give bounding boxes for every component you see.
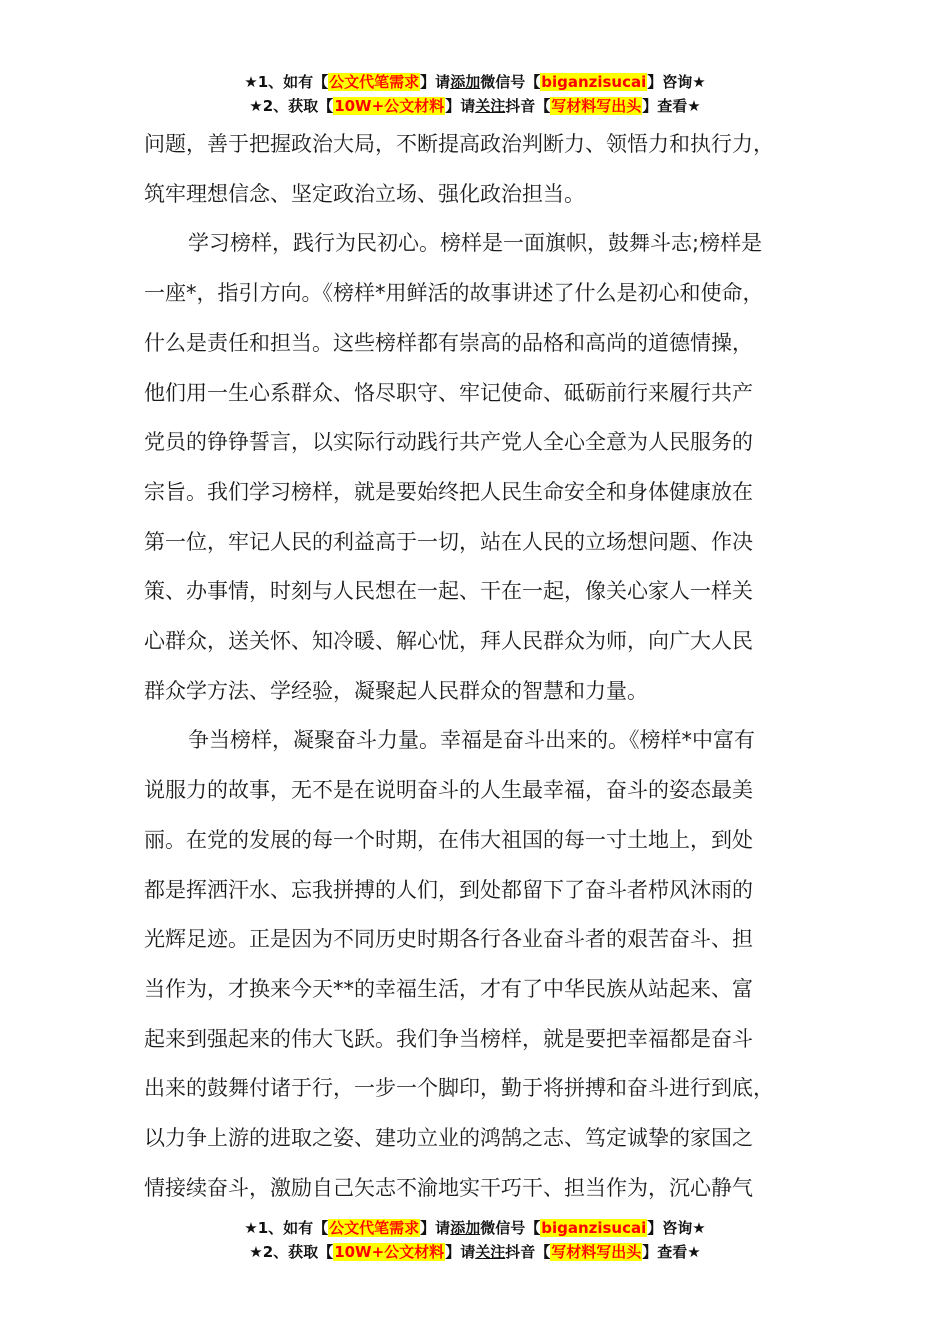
text-line: 光辉足迹。正是因为不同历史时期各行各业奋斗者的艰苦奋斗、担 [144,927,753,952]
text-line: 都是挥洒汗水、忘我拼搏的人们，到处都留下了奋斗者栉风沐雨的 [144,877,753,902]
text-line: 当作为，才换来今天**的幸福生活，才有了中华民族从站起来、富 [144,976,753,1001]
banner-line-2: ★2、获取【10W+公文材料】请关注抖音【写材料写出头】查看★ [249,97,701,115]
highlight-wechat-id: biganzisucai [541,1219,647,1237]
text-line: 策、办事情，时刻与人民想在一起、干在一起，像关心家人一样关 [144,579,753,604]
banner-line-1: ★1、如有【公文代笔需求】请添加微信号【biganzisucai】咨询★ [244,73,706,91]
highlight-douyin-account: 写材料写出头 [551,97,642,115]
underlined-follow: 关注 [475,97,506,115]
header-banner [0,70,950,118]
text-line: 他们用一生心系群众、恪尽职守、牢记使命、砥砺前行来履行共产 [144,380,753,405]
text-line: 群众学方法、学经验，凝聚起人民群众的智慧和力量。 [144,678,648,703]
banner-line-2: ★2、获取【10W+公文材料】请关注抖音【写材料写出头】查看★ [249,1243,701,1261]
text-line: 丽。在党的发展的每一个时期，在伟大祖国的每一寸土地上，到处 [144,827,753,852]
text-line: 以力争上游的进取之姿、建功立业的鸿鹄之志、笃定诚挚的家国之 [144,1126,753,1151]
text-line: 党员的铮铮誓言，以实际行动践行共产党人全心全意为人民服务的 [144,430,753,455]
text-line: 筑牢理想信念、坚定政治立场、强化政治担当。 [144,181,585,206]
paragraph-strive-to-be-role-models [144,716,814,1213]
highlight-wechat-id: biganzisucai [541,73,647,91]
text-line: 宗旨。我们学习榜样，就是要始终把人民生命安全和身体健康放在 [144,479,753,504]
text-line: 情接续奋斗，激励自己矢志不渝地实干巧干、担当作为，沉心静气 [144,1175,753,1200]
text-line: 争当榜样，凝聚奋斗力量。幸福是奋斗出来的。《榜样*中富有 [188,728,755,753]
text-line: 起来到强起来的伟大飞跃。我们争当榜样，就是要把幸福都是奋斗 [144,1026,753,1051]
text-line: 说服力的故事，无不是在说明奋斗的人生最幸福，奋斗的姿态最美 [144,778,753,803]
highlight-materials: 10W+公文材料 [334,97,445,115]
underlined-follow: 关注 [475,1243,506,1261]
document-body [144,120,814,1213]
highlight-service: 公文代笔需求 [329,1219,420,1237]
text-line: 出来的鼓舞付诸于行，一步一个脚印，勤于将拼搏和奋斗进行到底， [144,1076,774,1101]
highlight-douyin-account: 写材料写出头 [551,1243,642,1261]
text-line: 问题，善于把握政治大局，不断提高政治判断力、领悟力和执行力， [144,132,774,156]
text-line: 第一位，牢记人民的利益高于一切，站在人民的立场想问题、作决 [144,529,753,554]
text-line: 一座*，指引方向。《榜样*用鲜活的故事讲述了什么是初心和使命， [144,281,764,306]
text-line: 什么是责任和担当。这些榜样都有崇高的品格和高尚的道德情操， [144,330,753,355]
paragraph-learn-from-role-models [144,219,814,716]
underlined-add: 添加 [450,73,481,91]
text-line: 心群众，送关怀、知冷暖、解心忧，拜人民群众为师，向广大人民 [144,629,753,654]
highlight-service: 公文代笔需求 [329,73,420,91]
underlined-add: 添加 [450,1219,481,1237]
highlight-materials: 10W+公文材料 [334,1243,445,1261]
paragraph-continuation [144,120,814,219]
footer-banner [0,1216,950,1264]
text-line: 学习榜样，践行为民初心。榜样是一面旗帜，鼓舞斗志;榜样是 [188,231,763,256]
banner-line-1: ★1、如有【公文代笔需求】请添加微信号【biganzisucai】咨询★ [244,1219,706,1237]
